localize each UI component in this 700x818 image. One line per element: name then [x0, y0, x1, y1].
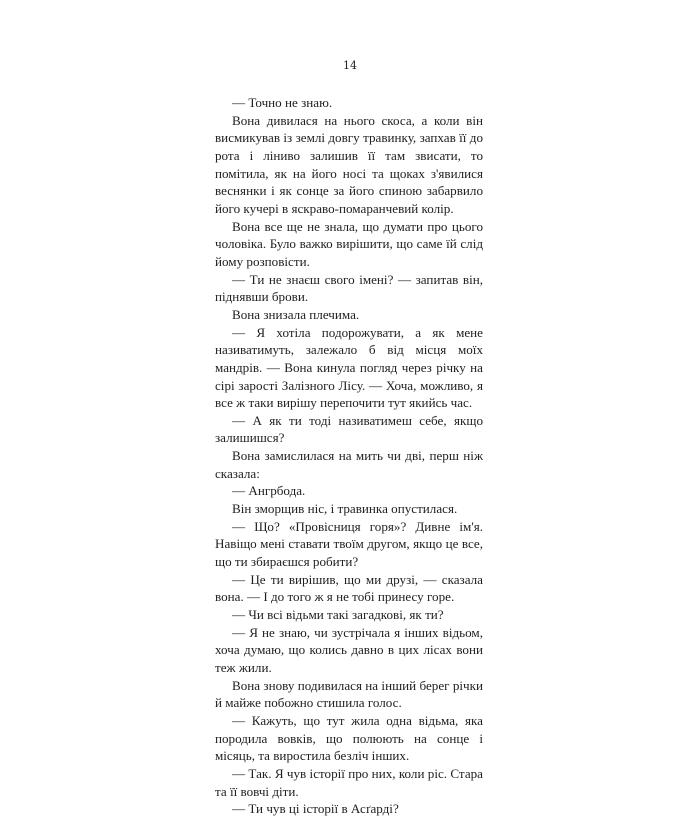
- page-number: 14: [343, 59, 357, 72]
- body-text: [215, 94, 483, 818]
- paragraph: Він зморщив ніс, і травинка опустилася.: [232, 501, 458, 517]
- paragraph: Вона дивилася на нього скоса, а коли він висмикував із землі довгу травинку, запхав її до рота і ліниво залишив її там звисати, то помітила, як на його носі та щоках з'явилися веснянки і як сонце за його спиною забарвило його кучері в яскраво-помаранчевий колір.: [215, 112, 483, 216]
- paragraph: — Ти не знаєш свого імені? — запитав він, піднявши брови.: [215, 271, 483, 305]
- paragraph: — Що? «Провісниця горя»? Дивне ім'я. Навіщо мені ставати твоїм другом, якщо це все, що ти збираєшся робити?: [215, 518, 483, 570]
- paragraph: — Так. Я чув історії про них, коли ріс. Стара та її вовчі діти.: [215, 765, 483, 799]
- paragraph: — Ангрбода.: [232, 483, 306, 499]
- paragraph: — Чи всі відьми такі загадкові, як ти?: [232, 607, 444, 623]
- paragraph: Вона замислилася на мить чи дві, перш ніж сказала:: [215, 448, 483, 481]
- paragraph: — А як ти тоді називатимеш себе, якщо залишишся?: [215, 412, 483, 446]
- paragraph: — Я хотіла подорожувати, а як мене називатимуть, залежало б від місця моїх мандрів. — Вона кинула погляд через річку на сірі зарості Залізного Лісу. — Хоча, можливо, я все ж таки вирішу перепочити тут якийсь час.: [215, 324, 483, 411]
- paragraph: Вона все ще не знала, що думати про цього чоловіка. Було важко вирішити, що саме їй слід йому розповісти.: [215, 218, 483, 269]
- paragraph: — Я не знаю, чи зустрічала я інших відьом, хоча думаю, що колись давно в цих лісах вони теж жили.: [215, 624, 483, 675]
- paragraph: Вона знову подивилася на інший берег річки й майже побожно стишила голос.: [215, 677, 483, 711]
- paragraph: — Точно не знаю.: [232, 95, 333, 110]
- paragraph: Вона знизала плечима.: [232, 306, 360, 322]
- paragraph: — Кажуть, що тут жила одна відьма, яка породила вовків, що полюють на сонце і місяць, та виростила безліч інших.: [215, 712, 483, 764]
- paragraph: — Це ти вирішив, що ми друзі, — сказала вона. — І до того ж я не тобі принесу горе.: [215, 571, 483, 605]
- paragraph: — Ти чув ці історії в Асґарді?: [232, 801, 399, 817]
